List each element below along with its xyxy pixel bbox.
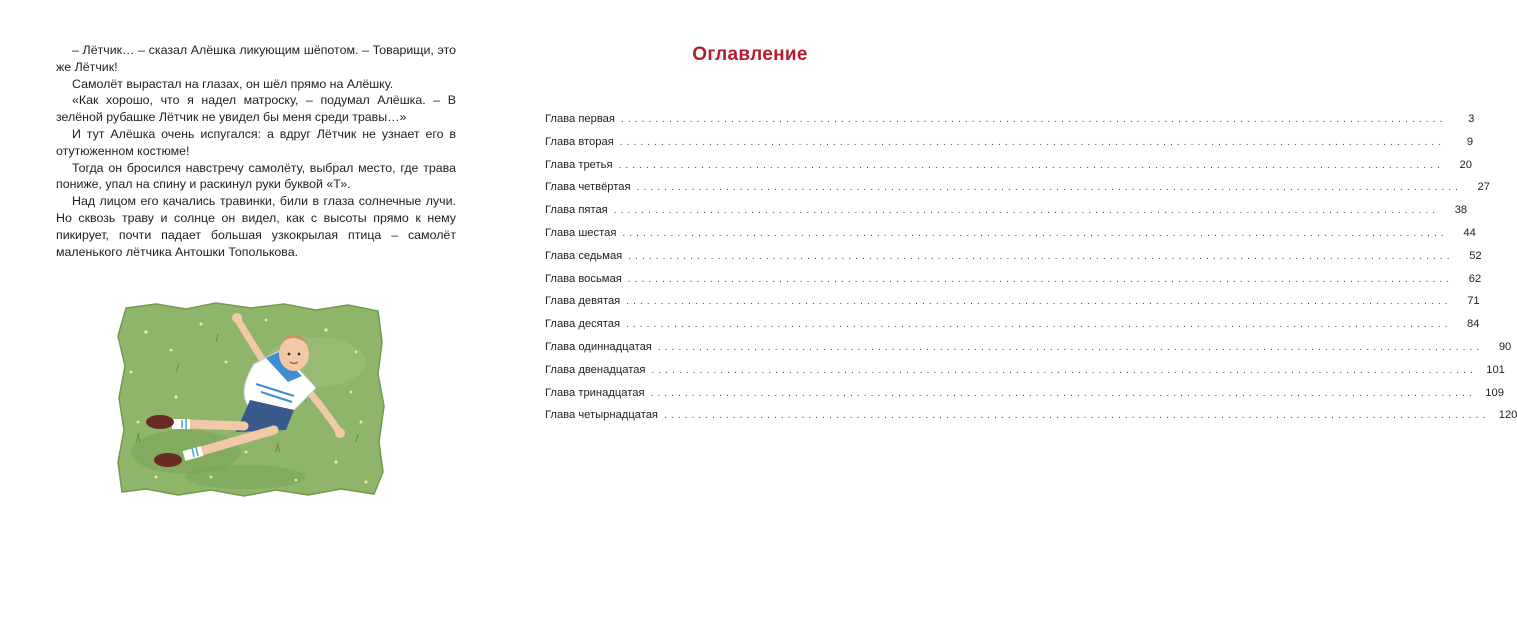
toc-leader-dots: ........................................................................................................................: [651, 364, 1477, 376]
toc-item-page: 52: [1469, 249, 1482, 262]
toc-leader-dots: ........................................................................................................................: [620, 114, 1447, 125]
toc-leader-dots: ........................................................................................................................: [628, 250, 1454, 262]
table-of-contents: [545, 113, 1517, 432]
toc-item-page: 27: [1477, 181, 1490, 194]
toc-leader-dots: ........................................................................................................................: [619, 136, 1446, 148]
toc-leader-dots: ........................................................................................................................: [650, 387, 1476, 399]
toc-item: [545, 363, 1505, 387]
toc-item-page: 44: [1463, 226, 1476, 239]
toc-item-label: Глава седьмая: [545, 249, 623, 262]
toc-item-label: Глава шестая: [545, 226, 617, 239]
story-text: [56, 42, 456, 260]
toc-item-label: Глава четырнадцатая: [545, 409, 658, 422]
toc-item-label: Глава четвёртая: [545, 181, 631, 194]
toc-item-page: 62: [1468, 272, 1482, 285]
toc-item-label: Глава двенадцатая: [545, 363, 646, 376]
toc-item: [545, 226, 1476, 250]
toc-leader-dots: ........................................................................................................................: [657, 341, 1484, 353]
toc-leader-dots: ........................................................................................................................: [636, 182, 1462, 194]
toc-item: [545, 409, 1517, 432]
toc-leader-dots: ........................................................................................................................: [627, 273, 1454, 285]
toc-leader-dots: ........................................................................................................................: [622, 227, 1448, 239]
toc-item-page: 84: [1466, 318, 1480, 331]
story-paragraph: Самолёт вырастал на глазах, он шёл прямо на Алёшку.: [72, 76, 394, 91]
boy-on-grass-illustration: [116, 302, 386, 496]
toc-item: [545, 272, 1482, 296]
toc-item-page: 20: [1459, 158, 1472, 171]
toc-item-page: 9: [1466, 135, 1474, 148]
toc-leader-dots: ........................................................................................................................: [618, 159, 1444, 171]
toc-item: [545, 295, 1480, 318]
story-paragraph: Над лицом его качались травинки, били в глаза солнечные лучи. Но сквозь траву и солнце он видел, как с высоты прямо к нему пикирует, почти падает большая узкокрылая птица – самолёт маленького лётчика Антошки Тополькова.: [56, 194, 456, 259]
toc-item-page: 90: [1498, 340, 1512, 353]
toc-item-page: 101: [1486, 363, 1505, 376]
left-page: [0, 0, 500, 640]
story-paragraph: Тогда он бросился навстречу самолёту, выбрал место, где трава пониже, упал на спину и раскинул руки буквой «Т».: [56, 160, 456, 192]
toc-item-page: 109: [1485, 386, 1504, 399]
toc-item-label: Глава десятая: [545, 318, 621, 331]
toc-item-label: Глава девятая: [545, 295, 621, 308]
toc-title: Оглавление: [692, 44, 808, 65]
toc-item: [545, 135, 1474, 159]
story-paragraph: – Лётчик… – сказал Алёшка ликующим шёпотом. – Товарищи, это же Лётчик!: [56, 43, 456, 74]
toc-leader-dots: ........................................................................................................................: [613, 205, 1440, 217]
right-page: [500, 0, 1517, 640]
story-paragraph: «Как хорошо, что я надел матроску, – подумал Алёшка. – В зелёной рубашке Лётчик не увидел бы меня среди травы…»: [56, 93, 456, 125]
toc-item-label: Глава пятая: [545, 204, 608, 217]
toc-item-label: Глава восьмая: [545, 272, 622, 285]
toc-item-label: Глава одиннадцатая: [545, 340, 652, 353]
story-paragraph: И тут Алёшка очень испугался: а вдруг Лётчик не узнает его в отутюженном костюме!: [56, 126, 456, 158]
toc-item: [545, 318, 1480, 341]
toc-leader-dots: ........................................................................................................................: [626, 296, 1452, 308]
toc-item: [545, 158, 1472, 182]
toc-item: [545, 204, 1468, 227]
toc-item: [545, 113, 1475, 136]
toc-item-label: Глава тринадцатая: [545, 386, 645, 399]
toc-item-page: 120: [1498, 409, 1517, 422]
toc-item-page: 38: [1454, 204, 1468, 217]
toc-item-label: Глава первая: [545, 113, 615, 125]
toc-item-label: Глава третья: [545, 158, 613, 171]
toc-item: [545, 249, 1482, 273]
toc-item-page: 71: [1467, 295, 1480, 308]
toc-item-page: 3: [1468, 113, 1475, 125]
toc-item: [545, 386, 1504, 410]
toc-item: [545, 181, 1490, 204]
toc-item-label: Глава вторая: [545, 135, 614, 148]
toc-leader-dots: ........................................................................................................................: [663, 410, 1490, 422]
toc-item: [545, 340, 1512, 364]
toc-leader-dots: ........................................................................................................................: [626, 319, 1452, 331]
